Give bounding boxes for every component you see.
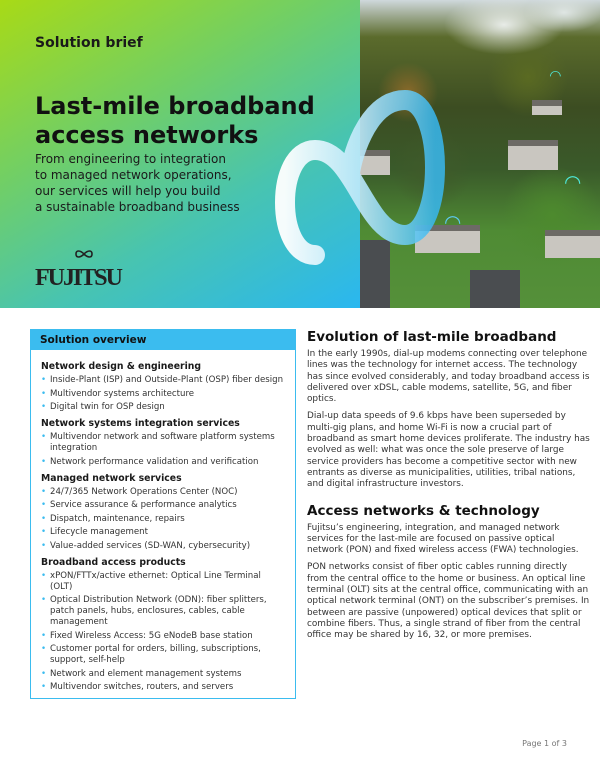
list-item: • Lifecycle management — [41, 527, 285, 538]
overview-list — [41, 571, 285, 694]
list-item: • Dispatch, maintenance, repairs — [41, 514, 285, 525]
list-item: • Network performance validation and verification — [41, 457, 285, 468]
hero-banner — [0, 0, 600, 308]
wifi-icon: ◠ — [565, 170, 581, 194]
overview-list — [41, 487, 285, 552]
evolution-paragraph-2: Dial-up data speeds of 9.6 kbps have been superseded by multi-gig plans, and home Wi-Fi is now a crucial part of broadband as smart home devices proliferate. The industry has evolved as well: what was once the sole preserve of large service providers has become a competitive sector with new entrants as diverse as municipalities, utilities, tribal nations, and digital infrastructure investors. — [307, 411, 590, 490]
wifi-icon: ◠ — [550, 68, 561, 84]
overview-section — [41, 418, 285, 468]
solution-overview-box — [30, 329, 296, 699]
svg-text:FUJITSU: FUJITSU — [35, 265, 123, 290]
list-item: • Multivendor network and software platform systems integration — [41, 432, 285, 454]
list-item: • Customer portal for orders, billing, subscriptions, support, self-help — [41, 644, 285, 666]
list-item: • xPON/FTTx/active ethernet: Optical Line Terminal (OLT) — [41, 571, 285, 593]
list-item: • Value-added services (SD-WAN, cybersecurity) — [41, 541, 285, 552]
list-item: • Optical Distribution Network (ODN): fiber splitters, patch panels, hubs, enclosures, cables, cable management — [41, 595, 285, 628]
overview-section — [41, 361, 285, 413]
list-item: • Fixed Wireless Access: 5G eNodeB base station — [41, 631, 285, 642]
page-number: Page 1 of 3 — [522, 739, 567, 748]
overview-section-title: Network design & engineering — [41, 361, 202, 372]
page-title: Last-mile broadband access networks — [35, 92, 315, 149]
document-type-label: Solution brief — [35, 35, 143, 51]
fujitsu-logo — [35, 245, 125, 290]
overview-list — [41, 375, 285, 413]
list-item: • Service assurance & performance analytics — [41, 500, 285, 511]
main-content — [307, 329, 590, 648]
overview-list — [41, 432, 285, 468]
evolution-section — [307, 329, 590, 491]
list-item: • Multivendor switches, routers, and servers — [41, 682, 285, 693]
list-item: • Network and element management systems — [41, 669, 285, 680]
evolution-paragraph-1: In the early 1990s, dial-up modems connecting over telephone lines was the technology for internet access. The technology has since evolved considerably, and today broadband access is delivered over xDSL, cable modems, satellite, 5G, and fiber optics. — [307, 349, 590, 405]
list-item: • 24/7/365 Network Operations Center (NOC) — [41, 487, 285, 498]
overview-section-title: Broadband access products — [41, 556, 186, 568]
overview-section-title: Managed network services — [41, 472, 182, 484]
access-heading: Access networks & technology — [307, 502, 540, 519]
page-subtitle: From engineering to integration to managed network operations, our services will help you build a sustainable broadband business — [35, 152, 240, 214]
wifi-icon: ◠ — [445, 210, 461, 234]
overview-section — [41, 557, 285, 694]
list-item: • Multivendor systems architecture — [41, 389, 285, 400]
overview-heading: Solution overview — [31, 330, 295, 350]
access-paragraph-2: PON networks consist of fiber optic cables running directly from the central office to the home or business. An optical line terminal (OLT) sits at the central office, communicating with an optical network terminal (ONT) on the subscriber’s premises. In between are passive (unpowered) optical devices that split or combine fibers. Thus, a single strand of fiber from the central office may be shared by 16, 32, or more premises. — [307, 562, 590, 641]
overview-section — [41, 473, 285, 552]
list-item: • Digital twin for OSP design — [41, 402, 285, 413]
access-paragraph-1: Fujitsu’s engineering, integration, and managed network services for the last-mile are focused on passive optical network (PON) and fixed wireless access (FWA) technologies. — [307, 522, 579, 556]
list-item: • Inside-Plant (ISP) and Outside-Plant (OSP) fiber design — [41, 375, 285, 386]
evolution-heading: Evolution of last-mile broadband — [307, 329, 557, 345]
access-section — [307, 503, 590, 642]
overview-section-title: Network systems integration services — [41, 418, 240, 429]
